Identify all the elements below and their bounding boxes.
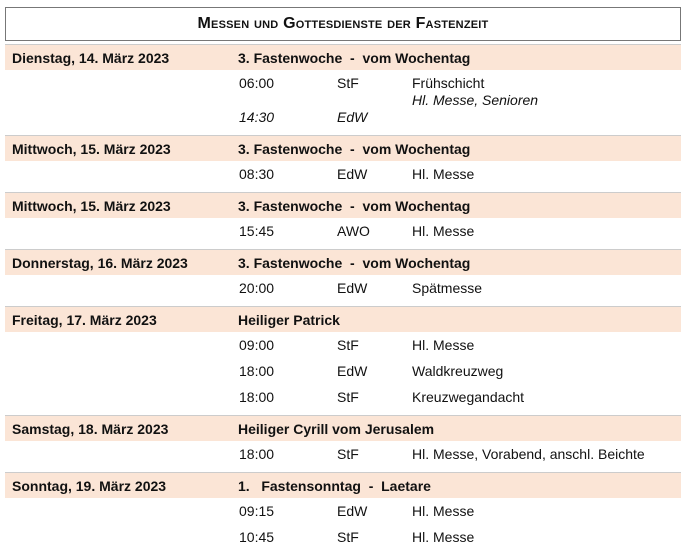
- day-occasion: 3. Fastenwoche - vom Wochentag: [238, 50, 471, 66]
- event-row: [5, 441, 681, 467]
- event-place: StF: [337, 389, 359, 405]
- event-time: 18:00: [239, 363, 275, 379]
- day-date: Dienstag, 14. März 2023: [12, 50, 170, 66]
- day-occasion: 3. Fastenwoche - vom Wochentag: [238, 198, 471, 214]
- event-time: 08:30: [239, 166, 275, 182]
- event-row: [5, 218, 681, 244]
- event-row: [5, 332, 681, 358]
- event-row: [5, 70, 681, 96]
- event-place: StF: [337, 75, 359, 91]
- title-box: [5, 7, 681, 41]
- day-date: Mittwoch, 15. März 2023: [12, 198, 171, 214]
- event-time: 20:00: [239, 280, 275, 296]
- event-description: Hl. Messe: [412, 529, 475, 545]
- event-description: Hl. Messe, Vorabend, anschl. Beichte: [412, 446, 645, 462]
- event-place: EdW: [337, 363, 368, 379]
- event-row: [5, 498, 681, 524]
- day-date: Donnerstag, 16. März 2023: [12, 255, 188, 271]
- event-description: Hl. Messe: [412, 223, 475, 239]
- day-header: [5, 306, 681, 332]
- event-time: 18:00: [239, 389, 275, 405]
- event-description: Waldkreuzweg: [412, 363, 504, 379]
- event-time: 09:00: [239, 337, 275, 353]
- day-occasion: 3. Fastenwoche - vom Wochentag: [238, 141, 471, 157]
- day-header: [5, 135, 681, 161]
- day-header: [5, 415, 681, 441]
- event-row: [5, 358, 681, 384]
- page-title: Messen und Gottesdienste der Fastenzeit: [197, 15, 489, 32]
- event-place: EdW: [337, 166, 368, 182]
- day-date: Freitag, 17. März 2023: [12, 312, 157, 328]
- event-row: [5, 275, 681, 301]
- event-time: 15:45: [239, 223, 275, 239]
- event-description: Hl. Messe: [412, 166, 475, 182]
- event-description: Kreuzwegandacht: [412, 389, 525, 405]
- event-row: [5, 92, 681, 130]
- schedule-table: [5, 44, 681, 550]
- event-time: 09:15: [239, 503, 275, 519]
- event-place: StF: [337, 529, 359, 545]
- day-date: Sonntag, 19. März 2023: [12, 478, 167, 494]
- day-occasion: Heiliger Cyrill vom Jerusalem: [238, 421, 435, 437]
- event-time: 10:45: [239, 529, 275, 545]
- event-row: [5, 384, 681, 410]
- event-row: [5, 524, 681, 550]
- day-occasion: Heiliger Patrick: [238, 312, 340, 328]
- event-time: 14:30: [239, 109, 275, 125]
- day-occasion: 3. Fastenwoche - vom Wochentag: [238, 255, 471, 271]
- day-header: [5, 192, 681, 218]
- event-place: EdW: [337, 109, 368, 125]
- event-description: Hl. Messe: [412, 503, 475, 519]
- day-date: Samstag, 18. März 2023: [12, 421, 169, 437]
- day-occasion: 1. Fastensonntag - Laetare: [238, 478, 431, 494]
- event-place: EdW: [337, 503, 368, 519]
- event-place: AWO: [337, 223, 370, 239]
- day-header: [5, 472, 681, 498]
- event-description: Frühschicht: [412, 75, 485, 91]
- event-place: StF: [337, 446, 359, 462]
- day-header: [5, 249, 681, 275]
- event-time: 18:00: [239, 446, 275, 462]
- event-description: Hl. Messe: [412, 337, 475, 353]
- event-description: Spätmesse: [412, 280, 483, 296]
- event-place: EdW: [337, 280, 368, 296]
- event-time: 06:00: [239, 75, 275, 91]
- event-place: StF: [337, 337, 359, 353]
- day-date: Mittwoch, 15. März 2023: [12, 141, 171, 157]
- event-description: Hl. Messe, Senioren: [412, 92, 539, 108]
- event-row: [5, 161, 681, 187]
- day-header: [5, 44, 681, 70]
